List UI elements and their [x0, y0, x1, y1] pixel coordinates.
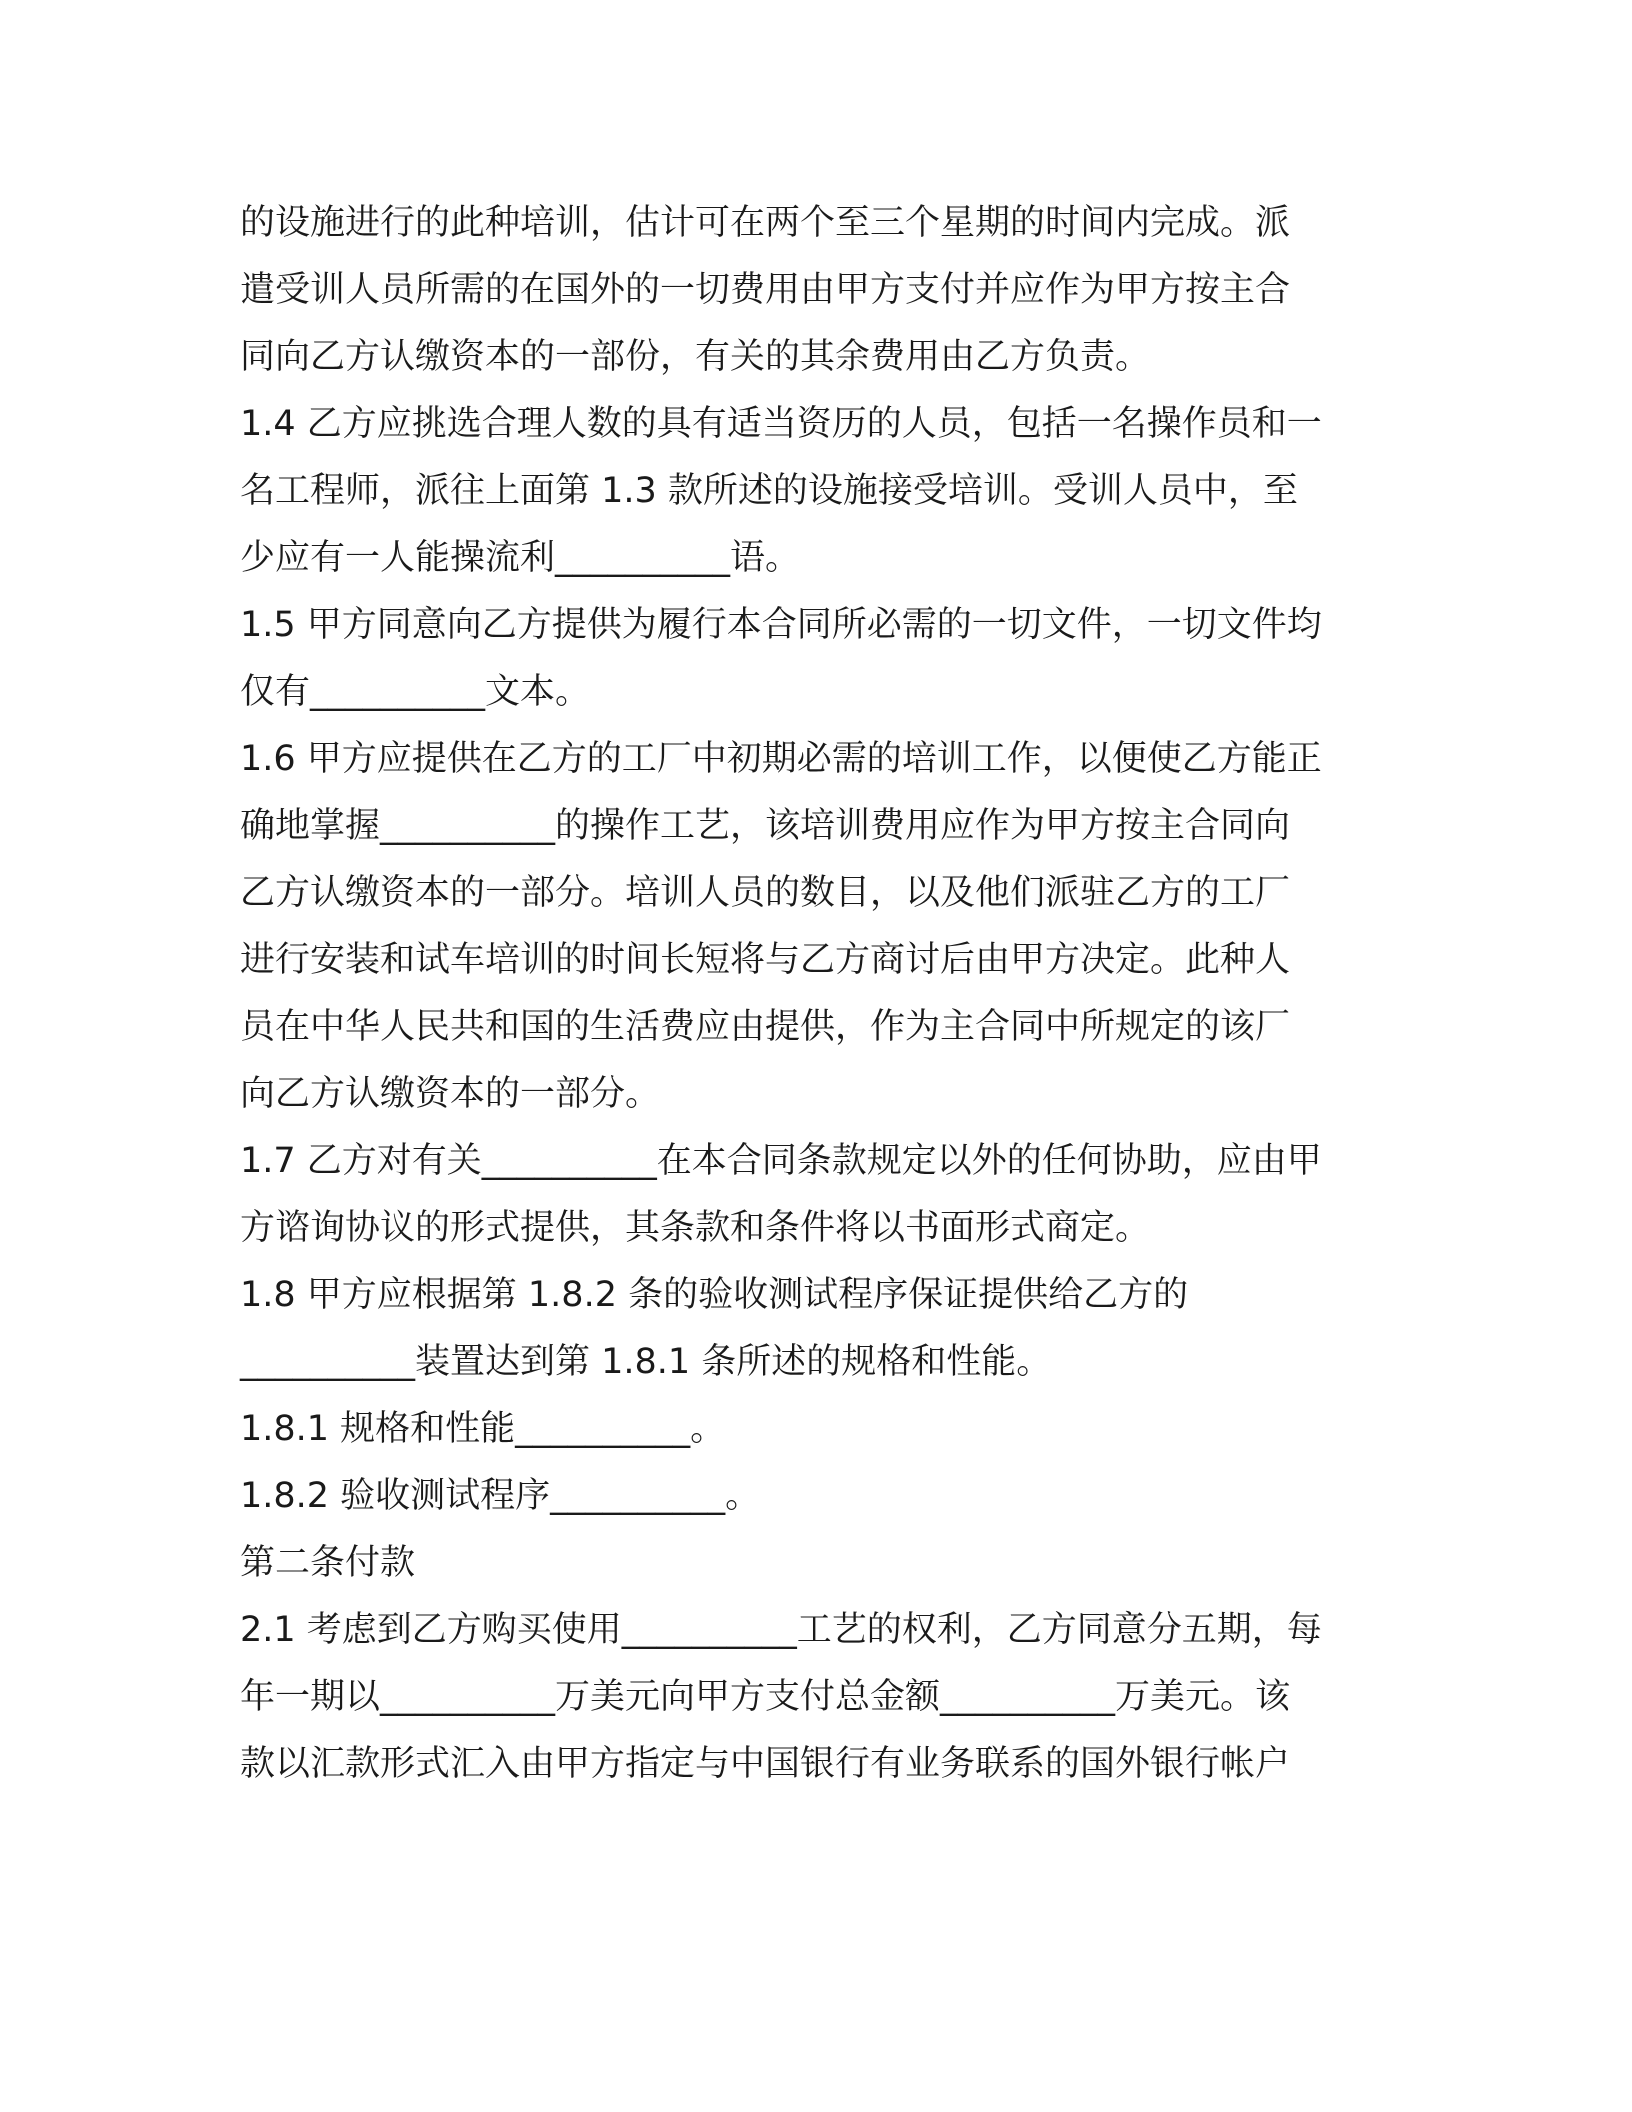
clause-1-6: 1.6 甲方应提供在乙方的工厂中初期必需的培训工作，以便使乙方能正 [240, 739, 1322, 779]
text-line: 款以汇款形式汇入由甲方指定与中国银行有业务联系的国外银行帐户 [240, 1744, 1291, 1784]
text-line: __________装置达到第 1.8.1 条所述的规格和性能。 [240, 1342, 1052, 1382]
clause-1-4: 1.4 乙方应挑选合理人数的具有适当资历的人员，包括一名操作员和一 [240, 404, 1322, 444]
clause-1-8-2: 1.8.2 验收测试程序__________。 [240, 1476, 761, 1516]
text-line: 仅有__________文本。 [240, 672, 591, 712]
text-line: 员在中华人民共和国的生活费应由提供，作为主合同中所规定的该厂 [240, 1007, 1291, 1047]
text-line: 向乙方认缴资本的一部分。 [240, 1074, 661, 1114]
text-line: 乙方认缴资本的一部分。培训人员的数目，以及他们派驻乙方的工厂 [240, 873, 1291, 913]
clause-1-8-1: 1.8.1 规格和性能__________。 [240, 1409, 726, 1449]
clause-1-8: 1.8 甲方应根据第 1.8.2 条的验收测试程序保证提供给乙方的 [240, 1275, 1189, 1315]
clause-1-5: 1.5 甲方同意向乙方提供为履行本合同所必需的一切文件，一切文件均 [240, 605, 1322, 645]
text-line: 进行安装和试车培训的时间长短将与乙方商讨后由甲方决定。此种人 [240, 940, 1291, 980]
text-line: 少应有一人能操流利__________语。 [240, 538, 801, 578]
text-line: 的设施进行的此种培训，估计可在两个至三个星期的时间内完成。派 [240, 203, 1291, 243]
document-body [240, 190, 1400, 1798]
text-line: 确地掌握__________的操作工艺，该培训费用应作为甲方按主合同向 [240, 806, 1291, 846]
text-line: 遣受训人员所需的在国外的一切费用由甲方支付并应作为甲方按主合 [240, 270, 1291, 310]
text-line: 名工程师，派往上面第 1.3 款所述的设施接受培训。受训人员中，至 [240, 471, 1298, 511]
text-line: 同向乙方认缴资本的一部份，有关的其余费用由乙方负责。 [240, 337, 1151, 377]
clause-2-1: 2.1 考虑到乙方购买使用__________工艺的权利，乙方同意分五期，每 [240, 1610, 1322, 1650]
section-heading: 第二条付款 [240, 1543, 416, 1583]
text-line: 年一期以__________万美元向甲方支付总金额__________万美元。该 [240, 1677, 1291, 1717]
clause-1-7: 1.7 乙方对有关__________在本合同条款规定以外的任何协助，应由甲 [240, 1141, 1322, 1181]
text-line: 方谘询协议的形式提供，其条款和条件将以书面形式商定。 [240, 1208, 1151, 1248]
